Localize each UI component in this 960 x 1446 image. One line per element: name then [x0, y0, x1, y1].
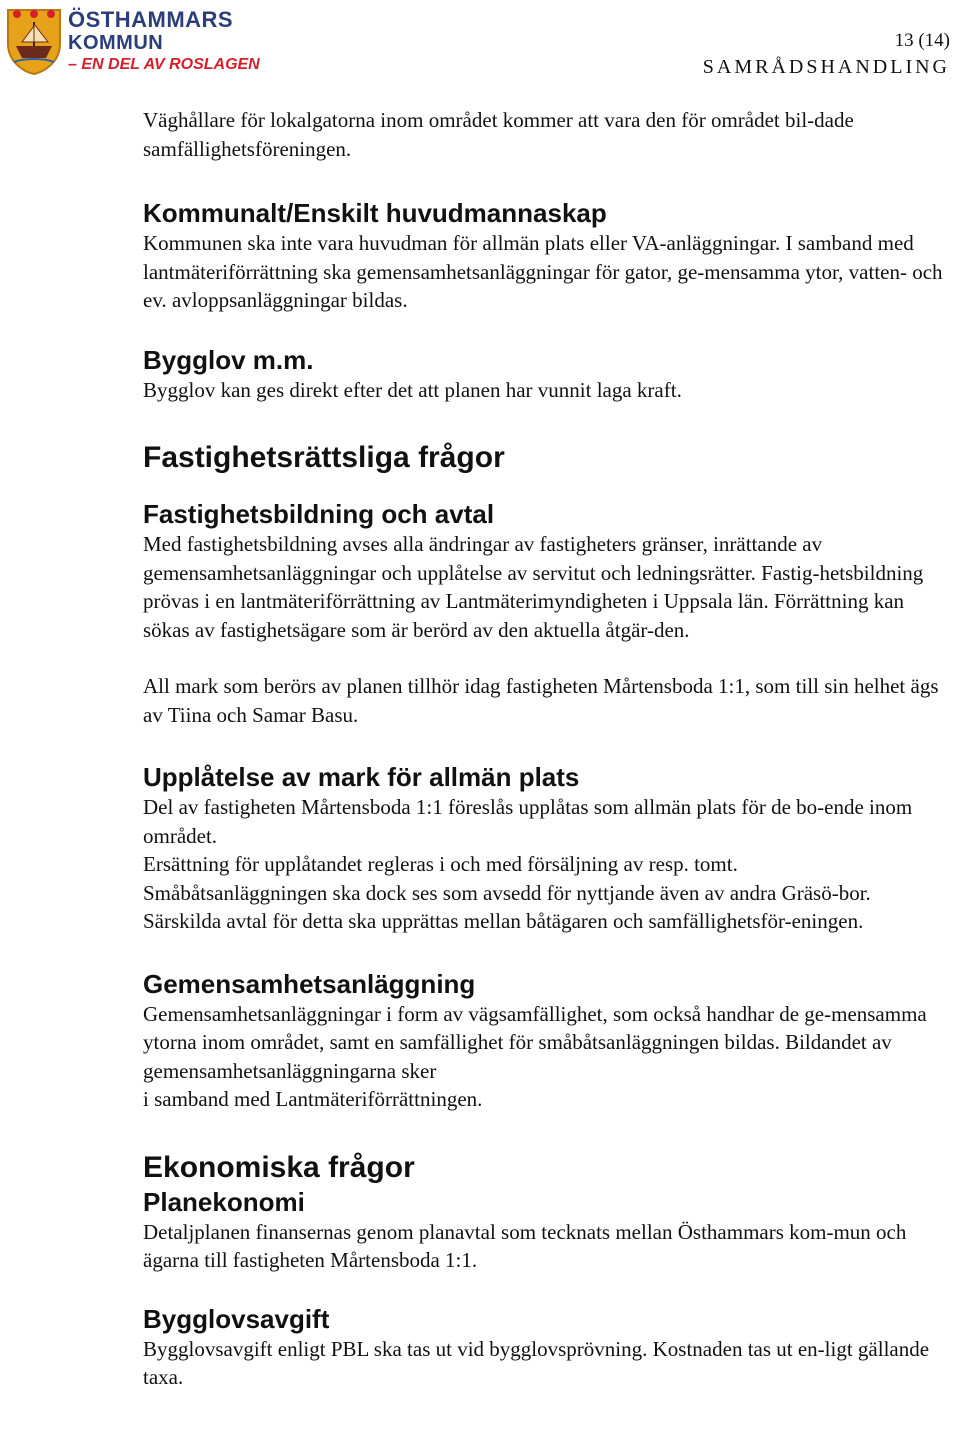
municipality-logo	[2, 4, 260, 76]
planekonomi-heading: Planekonomi	[143, 1186, 305, 1217]
huvudmannaskap-heading: Kommunalt/Enskilt huvudmannaskap	[143, 198, 607, 228]
document-type: SAMRÅDSHANDLING	[702, 56, 950, 78]
gemensam-paragraph-1: Gemensamhetsanläggningar i form av vägsamfällighet, som också handhar de ge-mensamma ytorna inom området, samt en samfällighet för småbåtsanläggningen bildas. Bildandet av gemensamhetsanläggningarna sker	[143, 1001, 927, 1083]
logo-tagline: – EN DEL AV ROSLAGEN	[68, 56, 260, 73]
ekonomi-heading: Ekonomiska frågor	[143, 1150, 415, 1184]
fastighet-heading: Fastighetsrättsliga frågor	[143, 441, 505, 474]
coat-of-arms-icon	[4, 6, 64, 76]
page-number: 13 (14)	[894, 30, 950, 51]
gemensam-paragraph-2: i samband med Lantmäteriförrättningen.	[143, 1087, 483, 1111]
mark-paragraph: All mark som berörs av planen tillhör idag fastigheten Mårtensboda 1:1, som till sin helhet ägs av Tiina och Samar Basu.	[143, 674, 939, 727]
bildning-heading: Fastighetsbildning och avtal	[143, 499, 495, 529]
bildning-paragraph: Med fastighetsbildning avses alla ändringar av fastigheters gränser, inrättande av gemensamhetsanläggningar och upplåtelse av servitut och ledningsrätter. Fastig-hetsbildning prövas i en lantmäteriförrättning av Lantmäterimyndigheten i Uppsala län. Förrättning kan sökas av fastighetsägare som är berörd av den aktuella åtgär-den.	[143, 532, 924, 642]
intro-paragraph: Väghållare för lokalgatorna inom området kommer att vara den för området bil-dade samfällighetsföreningen.	[143, 108, 854, 161]
huvudmannaskap-paragraph: Kommunen ska inte vara huvudman för allmän plats eller VA-anläggningar. I samband med lantmäteriförrättning ska gemensamhetsanläggningar för gator, ge-mensamma ytor, vatten- och ev. avloppsanläggningar bildas.	[143, 231, 943, 312]
bygglov-paragraph: Bygglov kan ges direkt efter det att planen har vunnit laga kraft.	[143, 377, 682, 402]
logo-title: ÖSTHAMMARS	[68, 7, 234, 32]
logo-subtitle: KOMMUN	[68, 32, 164, 54]
document-body	[143, 106, 951, 1392]
upplatelse-paragraph-3: Småbåtsanläggningen ska dock ses som avsedd för nyttjande även av andra Gräsö-bor. Särskilda avtal för detta ska upprättas mellan båtägaren och samfällighetsför-eningen.	[143, 880, 871, 933]
avgift-paragraph: Bygglovsavgift enligt PBL ska tas ut vid bygglovsprövning. Kostnaden tas ut en-ligt gällande taxa.	[143, 1336, 930, 1389]
upplatelse-paragraph-1: Del av fastigheten Mårtensboda 1:1 föreslås upplåtas som allmän plats för de bo-ende inom området.	[143, 795, 913, 848]
upplatelse-paragraph-2: Ersättning för upplåtandet regleras i och med försäljning av resp. tomt.	[143, 852, 738, 876]
bygglov-heading: Bygglov m.m.	[143, 344, 314, 375]
avgift-heading: Bygglovsavgift	[143, 1303, 330, 1334]
planekonomi-paragraph: Detaljplanen finansernas genom planavtal som tecknats mellan Östhammars kom-mun och ägarna till fastigheten Mårtensboda 1:1.	[143, 1219, 907, 1272]
upplatelse-heading: Upplåtelse av mark för allmän plats	[143, 762, 580, 792]
gemensam-heading: Gemensamhetsanläggning	[143, 968, 476, 999]
